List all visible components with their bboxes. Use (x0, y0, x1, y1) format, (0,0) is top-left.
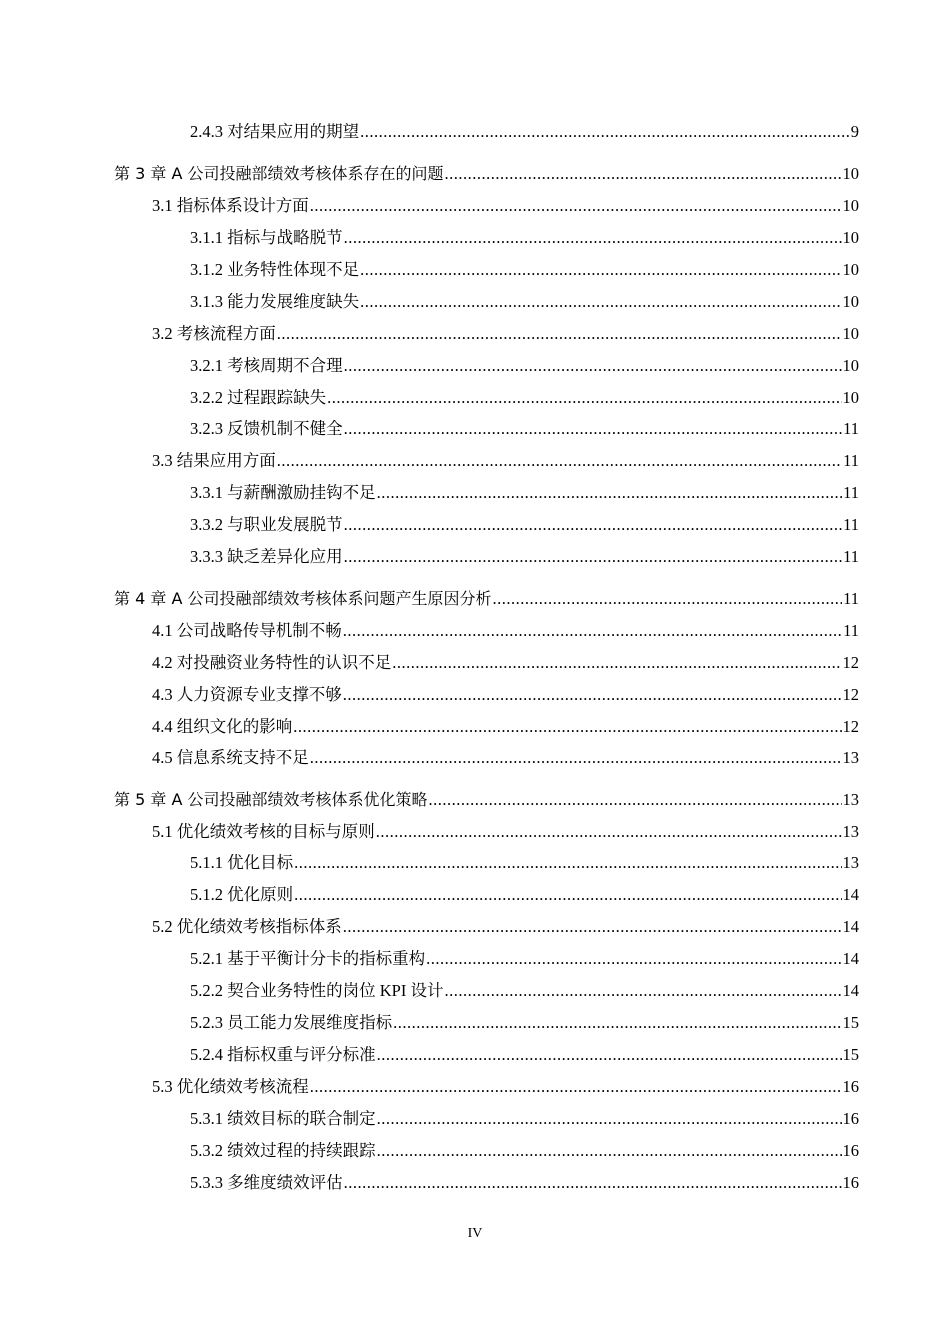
toc-subsection-entry[interactable] (0, 1137, 859, 1161)
toc-dot-leader (428, 790, 841, 810)
toc-entry-title: 3.1.2 业务特性体现不足 (190, 260, 360, 279)
page-number: IV (467, 1226, 483, 1241)
toc-dot-leader (344, 515, 842, 535)
toc-entry-page-number: 16 (842, 1141, 859, 1160)
toc-dot-leader (426, 949, 841, 969)
toc-entry-title: 3.2 考核流程方面 (152, 324, 276, 343)
toc-subsection-entry[interactable] (0, 118, 859, 142)
toc-dot-leader (344, 547, 842, 567)
toc-dot-leader (310, 748, 842, 768)
toc-entry-page-number: 12 (842, 685, 859, 704)
toc-section-entry[interactable] (0, 744, 859, 768)
toc-dot-leader (444, 164, 841, 184)
toc-entry-title: 第 5 章 A 公司投融部绩效考核体系优化策略 (114, 790, 428, 809)
toc-entry-page-number: 15 (842, 1045, 859, 1064)
toc-dot-leader (294, 853, 841, 873)
toc-entry-title: 3.3 结果应用方面 (152, 451, 276, 470)
toc-dot-leader (344, 356, 842, 376)
toc-entry-title: 5.1 优化绩效考核的目标与原则 (152, 822, 375, 841)
toc-entry-title: 3.2.2 过程跟踪缺失 (190, 388, 327, 407)
toc-entry-page-number: 14 (842, 917, 859, 936)
toc-entry-title: 3.1 指标体系设计方面 (152, 196, 309, 215)
toc-entry-page-number: 10 (842, 356, 859, 375)
toc-entry-title: 3.1.3 能力发展维度缺失 (190, 292, 360, 311)
toc-dot-leader (343, 621, 842, 641)
toc-dot-leader (377, 1109, 842, 1129)
toc-dot-leader (343, 685, 842, 705)
toc-dot-leader (444, 981, 841, 1001)
toc-entry-title: 5.1.1 优化目标 (190, 853, 294, 872)
toc-entry-title: 3.3.3 缺乏差异化应用 (190, 547, 343, 566)
toc-dot-leader (343, 917, 842, 937)
toc-entry-title: 5.2.1 基于平衡计分卡的指标重构 (190, 949, 426, 968)
toc-subsection-entry[interactable] (0, 849, 859, 873)
toc-entry-page-number: 10 (842, 228, 859, 247)
toc-entry-title: 3.2.1 考核周期不合理 (190, 356, 343, 375)
toc-dot-leader (392, 653, 841, 673)
toc-subsection-entry[interactable] (0, 288, 859, 312)
toc-subsection-entry[interactable] (0, 384, 859, 408)
toc-section-entry[interactable] (0, 681, 859, 705)
toc-dot-leader (310, 1077, 842, 1097)
toc-subsection-entry[interactable] (0, 352, 859, 376)
toc-entry-title: 5.2 优化绩效考核指标体系 (152, 917, 342, 936)
toc-dot-leader (294, 885, 841, 905)
toc-entry-page-number: 12 (842, 717, 859, 736)
toc-dot-leader (360, 122, 850, 142)
toc-entry-title: 5.2.2 契合业务特性的岗位 KPI 设计 (190, 981, 444, 1000)
toc-entry-title: 5.3.3 多维度绩效评估 (190, 1173, 343, 1192)
toc-dot-leader (310, 196, 842, 216)
toc-entry-title: 5.1.2 优化原则 (190, 885, 294, 904)
toc-dot-leader (492, 589, 842, 609)
toc-entry-page-number: 14 (842, 981, 859, 1000)
toc-entry-title: 4.1 公司战略传导机制不畅 (152, 621, 342, 640)
toc-dot-leader (377, 483, 842, 503)
toc-section-entry[interactable] (0, 1073, 859, 1097)
toc-section-entry[interactable] (0, 320, 859, 344)
toc-section-entry[interactable] (0, 818, 859, 842)
toc-entry-page-number: 10 (842, 196, 859, 215)
toc-entry-page-number: 15 (842, 1013, 859, 1032)
toc-entry-page-number: 11 (843, 451, 859, 470)
toc-entry-page-number: 12 (842, 653, 859, 672)
toc-entry-title: 5.3.1 绩效目标的联合制定 (190, 1109, 376, 1128)
toc-subsection-entry[interactable] (0, 415, 859, 439)
toc-dot-leader (277, 324, 842, 344)
toc-chapter-entry[interactable] (0, 585, 859, 609)
toc-entry-title: 4.5 信息系统支持不足 (152, 748, 309, 767)
toc-dot-leader (376, 822, 842, 842)
toc-entry-title: 5.3.2 绩效过程的持续跟踪 (190, 1141, 376, 1160)
toc-section-entry[interactable] (0, 713, 859, 737)
toc-dot-leader (360, 260, 841, 280)
toc-section-entry[interactable] (0, 913, 859, 937)
toc-subsection-entry[interactable] (0, 256, 859, 280)
toc-entry-page-number: 10 (842, 388, 859, 407)
toc-entry-page-number: 11 (843, 515, 859, 534)
toc-subsection-entry[interactable] (0, 479, 859, 503)
toc-entry-title: 5.2.4 指标权重与评分标准 (190, 1045, 376, 1064)
toc-entry-page-number: 11 (843, 419, 859, 438)
toc-entry-title: 3.3.2 与职业发展脱节 (190, 515, 343, 534)
toc-dot-leader (344, 228, 842, 248)
toc-subsection-entry[interactable] (0, 1041, 859, 1065)
toc-entry-title: 4.4 组织文化的影响 (152, 717, 293, 736)
toc-entry-page-number: 13 (842, 748, 859, 767)
toc-subsection-entry[interactable] (0, 511, 859, 535)
toc-entry-page-number: 13 (842, 822, 859, 841)
toc-section-entry[interactable] (0, 192, 859, 216)
toc-chapter-entry[interactable] (0, 160, 859, 184)
toc-dot-leader (377, 1141, 842, 1161)
toc-entry-page-number: 10 (842, 164, 859, 183)
toc-entry-page-number: 16 (842, 1109, 859, 1128)
toc-entry-title: 4.2 对投融资业务特性的认识不足 (152, 653, 392, 672)
toc-subsection-entry[interactable] (0, 224, 859, 248)
toc-entry-page-number: 14 (842, 949, 859, 968)
toc-entry-page-number: 16 (842, 1077, 859, 1096)
toc-dot-leader (344, 419, 842, 439)
toc-entry-title: 4.3 人力资源专业支撑不够 (152, 685, 342, 704)
toc-entry-page-number: 10 (842, 292, 859, 311)
toc-entry-title: 3.3.1 与薪酬激励挂钩不足 (190, 483, 376, 502)
toc-entry-page-number: 13 (842, 853, 859, 872)
toc-dot-leader (293, 717, 841, 737)
toc-entry-title: 5.3 优化绩效考核流程 (152, 1077, 309, 1096)
toc-section-entry[interactable] (0, 447, 859, 471)
toc-entry-title: 3.2.3 反馈机制不健全 (190, 419, 343, 438)
toc-dot-leader (360, 292, 841, 312)
toc-dot-leader (377, 1045, 842, 1065)
toc-dot-leader (344, 1173, 842, 1193)
toc-entry-title: 3.1.1 指标与战略脱节 (190, 228, 343, 247)
toc-entry-title: 第 3 章 A 公司投融部绩效考核体系存在的问题 (114, 164, 444, 183)
toc-entry-page-number: 10 (842, 324, 859, 343)
toc-entry-page-number: 9 (850, 122, 859, 141)
toc-entry-title: 5.2.3 员工能力发展维度指标 (190, 1013, 393, 1032)
toc-dot-leader (393, 1013, 841, 1033)
toc-entry-page-number: 14 (842, 885, 859, 904)
toc-section-entry[interactable] (0, 617, 859, 641)
toc-subsection-entry[interactable] (0, 945, 859, 969)
toc-entry-title: 2.4.3 对结果应用的期望 (190, 122, 360, 141)
toc-subsection-entry[interactable] (0, 1169, 859, 1193)
toc-entry-page-number: 16 (842, 1173, 859, 1192)
toc-subsection-entry[interactable] (0, 977, 859, 1001)
toc-section-entry[interactable] (0, 649, 859, 673)
toc-dot-leader (277, 451, 842, 471)
toc-dot-leader (327, 388, 841, 408)
toc-entry-page-number: 11 (843, 589, 859, 608)
toc-entry-title: 第 4 章 A 公司投融部绩效考核体系问题产生原因分析 (114, 589, 492, 608)
toc-chapter-entry[interactable] (0, 786, 859, 810)
toc-subsection-entry[interactable] (0, 543, 859, 567)
toc-subsection-entry[interactable] (0, 1105, 859, 1129)
toc-entry-page-number: 11 (843, 483, 859, 502)
toc-subsection-entry[interactable] (0, 1009, 859, 1033)
toc-subsection-entry[interactable] (0, 881, 859, 905)
toc-entry-page-number: 10 (842, 260, 859, 279)
toc-entry-page-number: 13 (842, 790, 859, 809)
toc-entry-page-number: 11 (843, 547, 859, 566)
toc-entry-page-number: 11 (843, 621, 859, 640)
